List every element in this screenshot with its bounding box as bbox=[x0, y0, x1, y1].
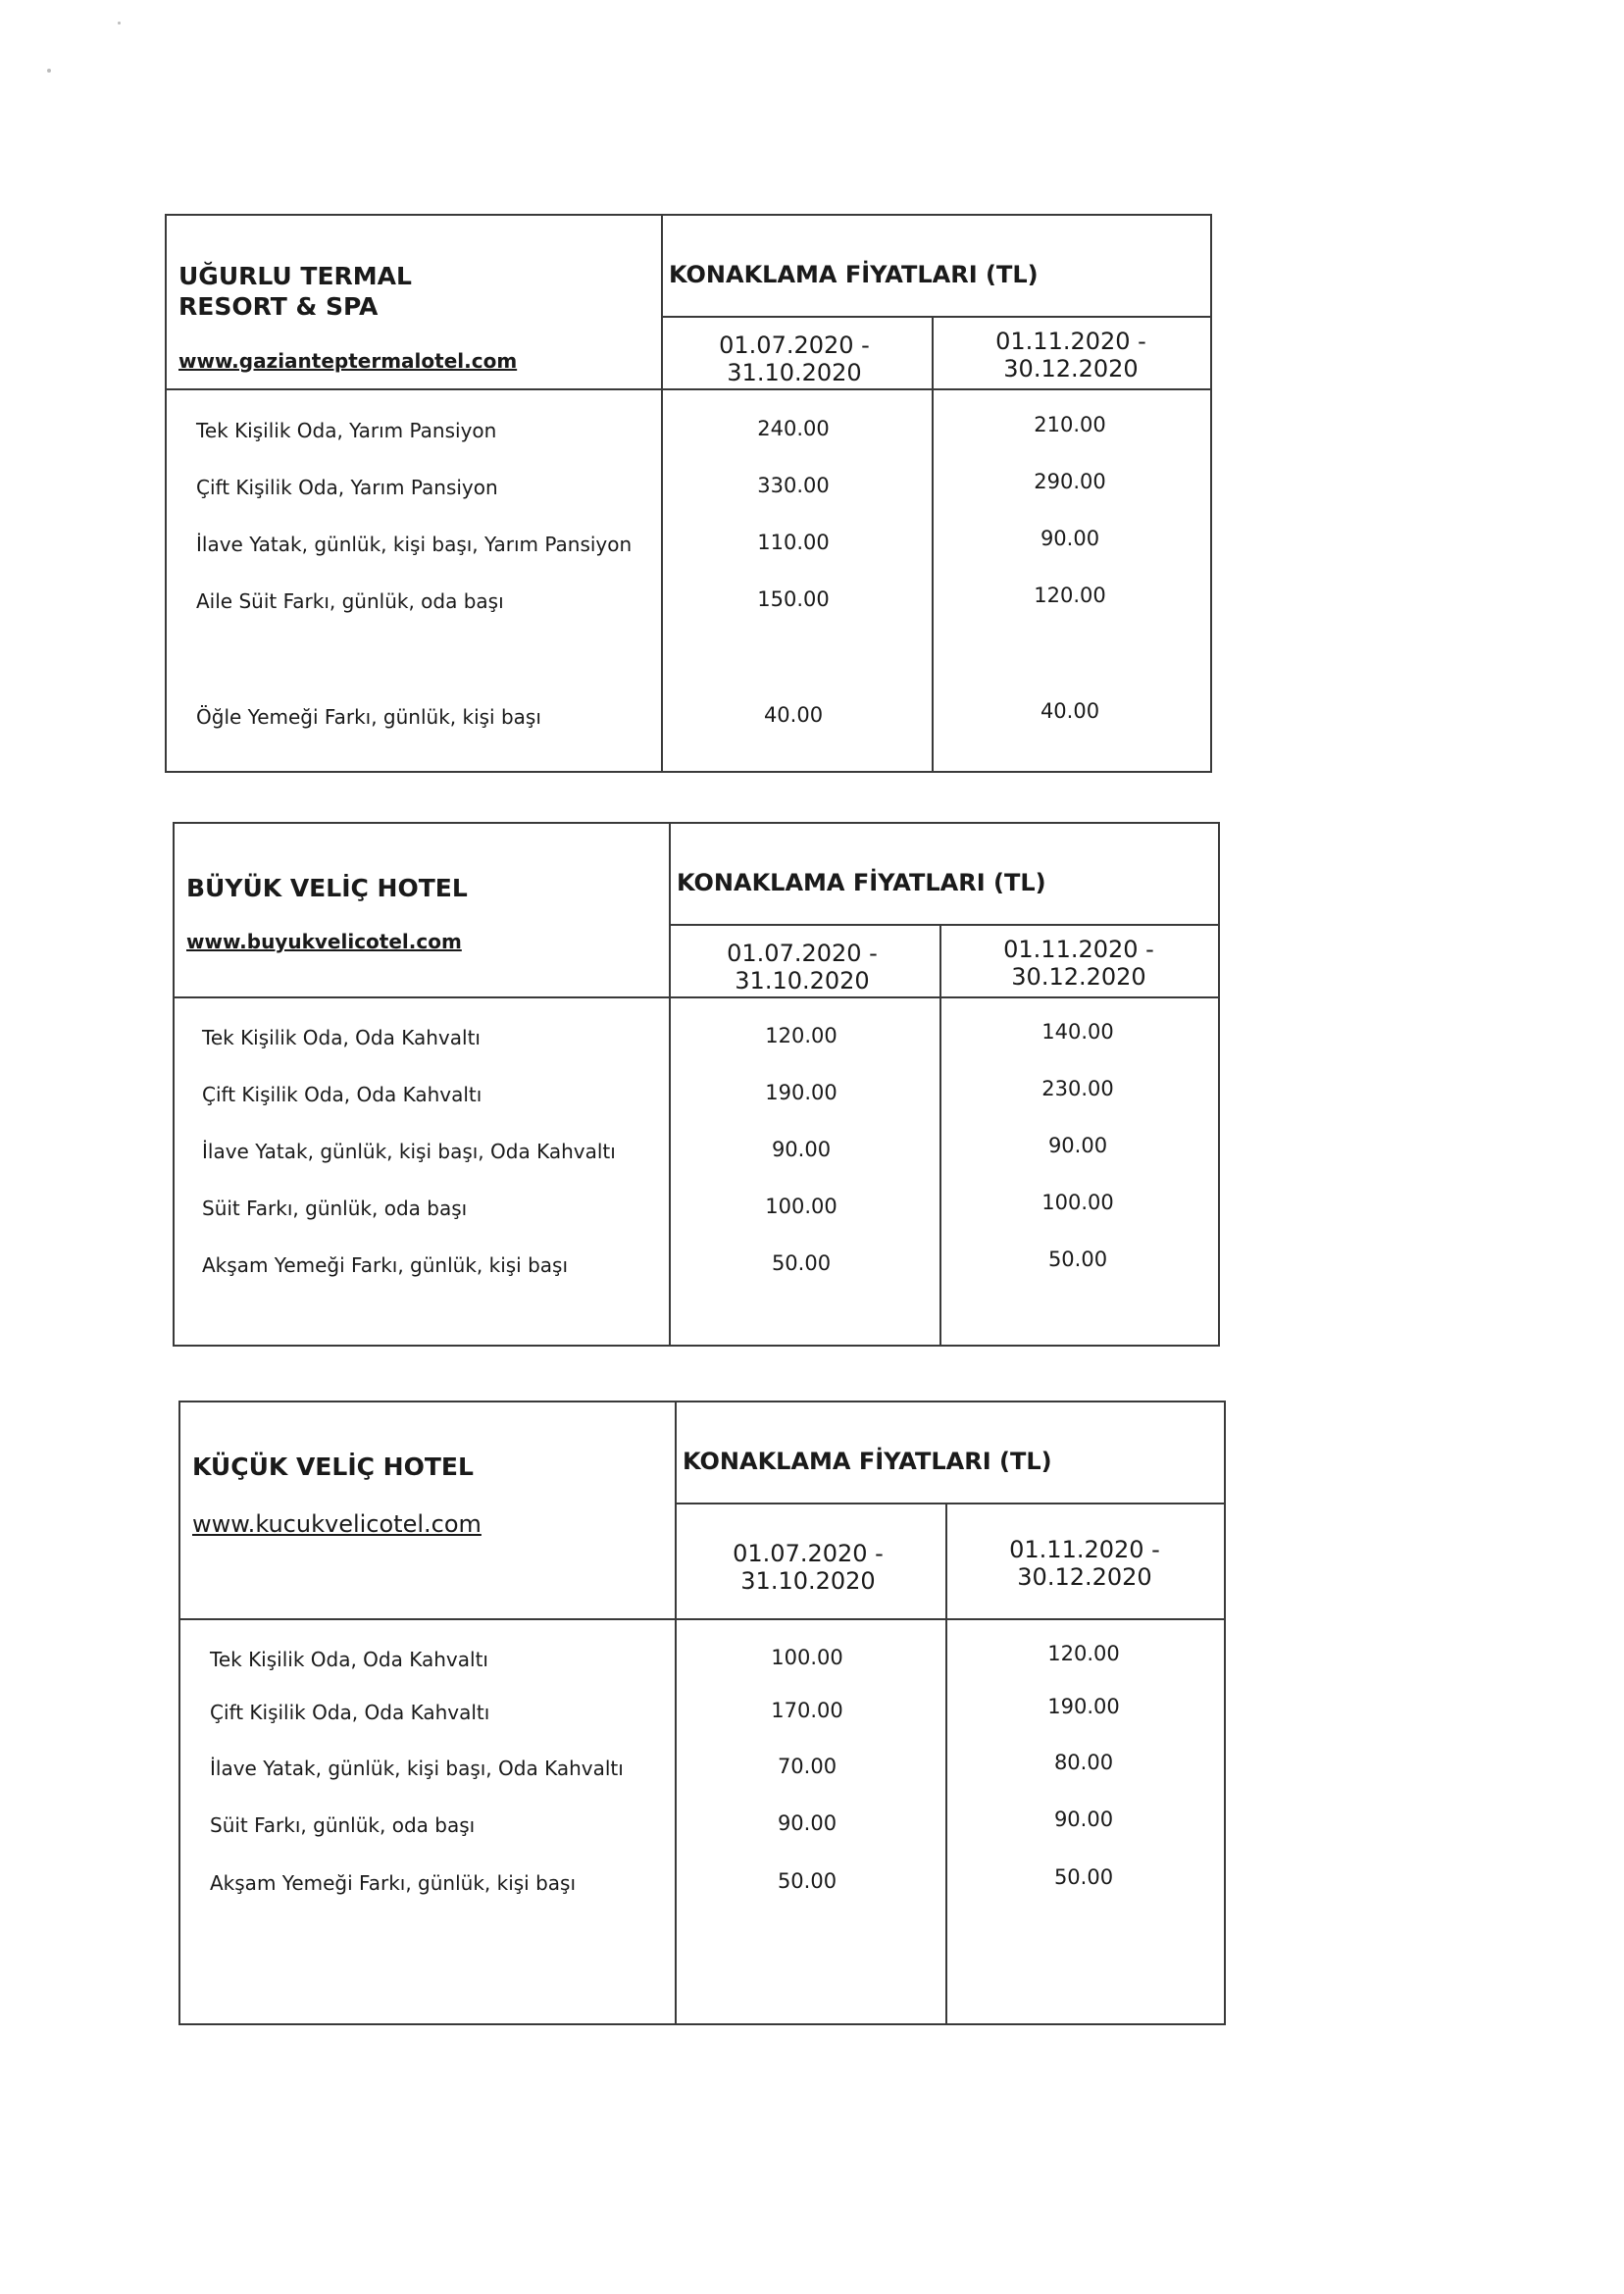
period-header-1: 01.07.2020 - 31.10.2020 bbox=[727, 940, 878, 994]
room-type-label: Öğle Yemeği Farkı, günlük, kişi başı bbox=[196, 705, 541, 729]
column-divider bbox=[675, 1402, 677, 2023]
price-table-title: KONAKLAMA FİYATLARI (TL) bbox=[677, 869, 1046, 896]
room-type-label: Çift Kişilik Oda, Oda Kahvaltı bbox=[202, 1083, 482, 1106]
price-period-1: 110.00 bbox=[757, 531, 830, 554]
room-type-label: Akşam Yemeği Farkı, günlük, kişi başı bbox=[210, 1871, 577, 1895]
room-type-label: İlave Yatak, günlük, kişi başı, Oda Kahvaltı bbox=[210, 1757, 624, 1780]
room-type-label: İlave Yatak, günlük, kişi başı, Oda Kahvaltı bbox=[202, 1140, 616, 1163]
header-divider bbox=[180, 1618, 1224, 1620]
period-header-2: 01.11.2020 - 30.12.2020 bbox=[995, 328, 1146, 382]
room-type-label: Süit Farkı, günlük, oda başı bbox=[210, 1813, 476, 1837]
hotel-website-link[interactable]: www.kucukvelicotel.com bbox=[192, 1510, 482, 1538]
hotel-name-line2: RESORT & SPA bbox=[178, 292, 379, 321]
hotel-name: BÜYÜK VELİÇ HOTEL bbox=[186, 874, 468, 902]
price-period-1: 50.00 bbox=[771, 1251, 832, 1275]
header-divider bbox=[167, 388, 1210, 390]
price-period-1: 120.00 bbox=[765, 1024, 837, 1047]
period-header-2: 01.11.2020 - 30.12.2020 bbox=[1009, 1536, 1160, 1591]
price-period-2: 100.00 bbox=[1041, 1191, 1114, 1214]
header-divider bbox=[669, 924, 1218, 926]
room-type-label: İlave Yatak, günlük, kişi başı, Yarım Pansiyon bbox=[196, 533, 633, 556]
price-period-1: 150.00 bbox=[757, 587, 830, 611]
price-period-2: 80.00 bbox=[1053, 1751, 1114, 1774]
price-period-1: 100.00 bbox=[771, 1646, 843, 1669]
header-divider bbox=[675, 1503, 1224, 1504]
price-period-2: 120.00 bbox=[1034, 584, 1106, 607]
hotel-website-link[interactable]: www.buyukvelicotel.com bbox=[186, 930, 462, 953]
room-type-label: Aile Süit Farkı, günlük, oda başı bbox=[196, 589, 504, 613]
column-divider bbox=[945, 1503, 947, 2023]
room-type-label: Çift Kişilik Oda, Oda Kahvaltı bbox=[210, 1701, 490, 1724]
room-type-label: Süit Farkı, günlük, oda başı bbox=[202, 1197, 468, 1220]
room-type-label: Tek Kişilik Oda, Yarım Pansiyon bbox=[196, 419, 497, 442]
price-table-title: KONAKLAMA FİYATLARI (TL) bbox=[683, 1448, 1052, 1475]
price-period-2: 190.00 bbox=[1047, 1695, 1120, 1718]
hotel-table-buyuk-velic bbox=[173, 822, 1220, 1347]
price-period-2: 120.00 bbox=[1047, 1642, 1120, 1665]
price-period-2: 290.00 bbox=[1034, 470, 1106, 493]
price-period-2: 50.00 bbox=[1053, 1865, 1114, 1889]
hotel-website-link[interactable]: www.gazianteptermalotel.com bbox=[178, 349, 518, 373]
price-period-2: 90.00 bbox=[1047, 1134, 1108, 1157]
price-period-1: 40.00 bbox=[763, 703, 824, 727]
price-period-2: 90.00 bbox=[1040, 527, 1100, 550]
price-period-1: 240.00 bbox=[757, 417, 830, 440]
hotel-name: KÜÇÜK VELİÇ HOTEL bbox=[192, 1453, 474, 1481]
price-period-1: 330.00 bbox=[757, 474, 830, 497]
column-divider bbox=[939, 924, 941, 1345]
price-period-1: 70.00 bbox=[777, 1755, 837, 1778]
period-header-1: 01.07.2020 - 31.10.2020 bbox=[733, 1540, 884, 1595]
price-period-1: 50.00 bbox=[777, 1869, 837, 1893]
header-divider bbox=[175, 996, 1218, 998]
room-type-label: Akşam Yemeği Farkı, günlük, kişi başı bbox=[202, 1253, 569, 1277]
room-type-label: Tek Kişilik Oda, Oda Kahvaltı bbox=[202, 1026, 481, 1049]
column-divider bbox=[932, 316, 934, 771]
column-divider bbox=[669, 824, 671, 1345]
price-period-2: 140.00 bbox=[1041, 1020, 1114, 1044]
hotel-table-kucuk-velic bbox=[178, 1401, 1226, 2025]
scan-speck bbox=[47, 69, 51, 73]
price-period-1: 100.00 bbox=[765, 1195, 837, 1218]
price-period-2: 90.00 bbox=[1053, 1808, 1114, 1831]
hotel-name: UĞURLU TERMAL bbox=[178, 262, 412, 290]
period-header-1: 01.07.2020 - 31.10.2020 bbox=[719, 331, 870, 386]
price-period-2: 40.00 bbox=[1040, 699, 1100, 723]
price-period-2: 230.00 bbox=[1041, 1077, 1114, 1100]
period-header-2: 01.11.2020 - 30.12.2020 bbox=[1003, 936, 1154, 991]
room-type-label: Çift Kişilik Oda, Yarım Pansiyon bbox=[196, 476, 498, 499]
price-period-2: 210.00 bbox=[1034, 413, 1106, 436]
price-period-1: 90.00 bbox=[777, 1811, 837, 1835]
scan-speck bbox=[118, 22, 121, 25]
header-divider bbox=[661, 316, 1210, 318]
price-period-1: 90.00 bbox=[771, 1138, 832, 1161]
price-period-1: 170.00 bbox=[771, 1699, 843, 1722]
hotel-table-ugurlu bbox=[165, 214, 1212, 773]
price-table-title: KONAKLAMA FİYATLARI (TL) bbox=[669, 261, 1039, 288]
price-period-2: 50.00 bbox=[1047, 1248, 1108, 1271]
column-divider bbox=[661, 216, 663, 771]
room-type-label: Tek Kişilik Oda, Oda Kahvaltı bbox=[210, 1648, 488, 1671]
price-period-1: 190.00 bbox=[765, 1081, 837, 1104]
